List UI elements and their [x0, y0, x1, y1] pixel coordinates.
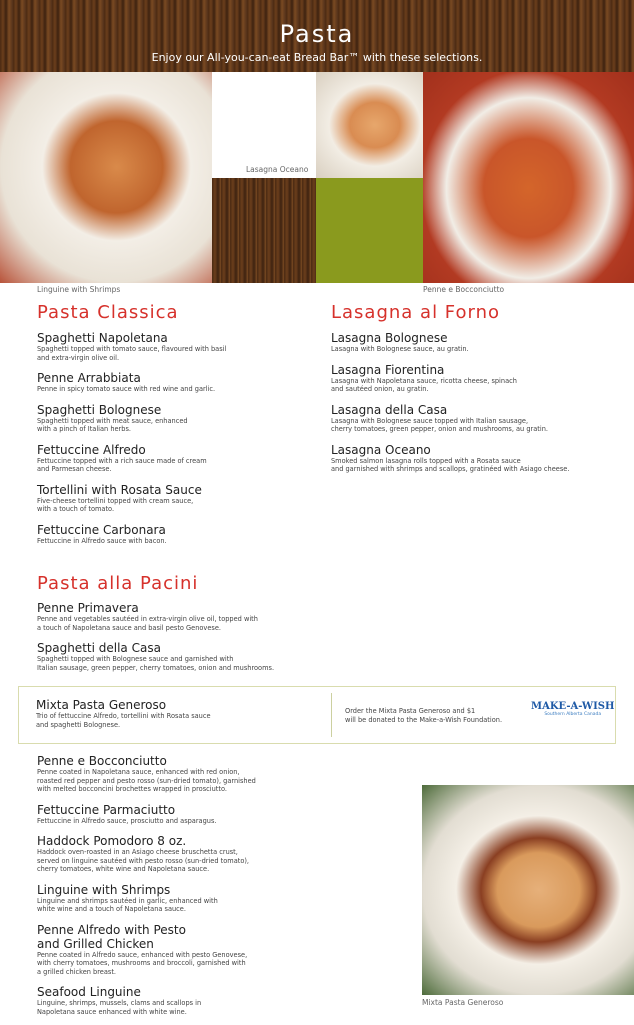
menu-item-name: Haddock Pomodoro 8 oz. [37, 834, 187, 848]
menu-item-desc: Five-cheese tortellini topped with cream sauce, with a touch of tomato. [37, 496, 194, 513]
classica-list [37, 331, 226, 554]
page-title: Pasta [279, 20, 355, 48]
photo-mixta-pasta [422, 785, 634, 995]
menu-item-desc: Fettuccine in Alfredo sauce with bacon. [37, 536, 167, 545]
menu-item [37, 523, 226, 546]
menu-item [37, 803, 256, 826]
menu-item-desc: Penne coated in Napoletana sauce, enhanced with red onion, roasted red pepper and pesto rosso (sun-dried tomato), garnished with melted bocconcini brochettes wrapped in prosciutto. [37, 768, 256, 793]
menu-item [37, 403, 226, 434]
menu-item-name: Tortellini with Rosata Sauce [37, 482, 202, 497]
menu-item [37, 883, 256, 914]
menu-item-desc: Haddock oven-roasted in an Asiago cheese bruschetta crust, served on linguine sautéed with pesto rosso (sun-dried tomato), cherry tomatoes, white wine and Napoletana sauce. [37, 848, 250, 873]
menu-item-desc: Lasagna with Bolognese sauce, au gratin. [331, 345, 469, 353]
green-block [316, 178, 423, 283]
promo-box [18, 686, 616, 744]
forno-list [331, 331, 569, 483]
menu-item [331, 443, 569, 474]
menu-item [37, 601, 274, 632]
menu-item [331, 331, 569, 354]
photo-white-block [212, 72, 316, 178]
menu-item-name: Penne Primavera [37, 601, 139, 615]
photo-penne-bocconciutto [423, 72, 634, 283]
menu-item-name: Lasagna Bolognese [331, 331, 448, 345]
menu-item [37, 483, 226, 514]
menu-item [37, 754, 256, 794]
menu-item-desc: Linguine and shrimps sautéed in garlic, enhanced with white wine and a touch of Napoletana sauce. [37, 896, 218, 913]
menu-item-desc: Penne in spicy tomato sauce with red wine and garlic. [37, 385, 216, 393]
menu-item-desc: Smoked salmon lasagna rolls topped with a Rosata sauce and garnished with shrimps and scallops, gratinéed with Asiago cheese. [331, 456, 570, 473]
menu-item-name: Spaghetti Bolognese [37, 402, 162, 417]
section-title-classica: Pasta Classica [37, 302, 179, 323]
menu-item [37, 443, 226, 474]
menu-item-desc: Fettuccine in Alfredo sauce, prosciutto and asparagus. [37, 816, 217, 825]
caption-mixta-pasta: Mixta Pasta Generoso [422, 998, 504, 1007]
menu-item-name: Fettuccine Parmaciutto [37, 802, 176, 817]
menu-item-name: Penne e Bocconciutto [37, 754, 167, 768]
menu-item-desc: Spaghetti topped with Bolognese sauce and garnished with Italian sausage, green pepper, cherry tomatoes, onion and mushrooms. [37, 655, 275, 672]
menu-item [37, 641, 274, 672]
menu-item [37, 331, 226, 362]
menu-item-name: Seafood Linguine [37, 985, 141, 999]
menu-item-desc: Spaghetti topped with tomato sauce, flavoured with basil and extra-virgin olive oil. [37, 345, 227, 362]
header [0, 0, 634, 72]
menu-item [37, 985, 256, 1016]
menu-item-desc: Penne coated in Alfredo sauce, enhanced with pesto Genovese, with cherry tomatoes, mushrooms and broccoli, garnished with a grilled chicken breast. [37, 950, 248, 976]
menu-item-name: Lasagna Fiorentina [331, 362, 445, 377]
photo-linguine-shrimps [0, 72, 212, 283]
photo-lasagna-oceano [316, 72, 423, 178]
page-subtitle: Enjoy our All-you-can-eat Bread Bar™ with these selections. [151, 51, 483, 64]
menu-item-desc: Penne and vegetables sautéed in extra-virgin olive oil, topped with a touch of Napoletana sauce and basil pesto Genovese. [37, 615, 258, 632]
menu-item-desc: Fettuccine topped with a rich sauce made of cream and Parmesan cheese. [37, 456, 207, 473]
menu-item-name: Lasagna della Casa [331, 402, 448, 417]
section-title-forno: Lasagna al Forno [331, 302, 501, 323]
menu-item-name: Fettuccine Alfredo [37, 442, 146, 457]
menu-item-name: Spaghetti Napoletana [37, 331, 168, 345]
menu-item-name: Fettuccine Carbonara [37, 522, 166, 537]
menu-item-name: Penne Alfredo with Pesto and Grilled Chicken [37, 922, 186, 951]
menu-item-name: Linguine with Shrimps [37, 882, 171, 897]
menu-item-desc: Lasagna with Bolognese sauce topped with Italian sausage, cherry tomatoes, green pepper, onion and mushrooms, au gratin. [331, 416, 548, 433]
promo-name: Mixta Pasta Generoso [36, 698, 167, 712]
menu-item-desc: Spaghetti topped with meat sauce, enhanced with a pinch of Italian herbs. [37, 416, 188, 433]
menu-item [37, 371, 226, 394]
caption-penne-bocconciutto: Penne e Bocconciutto [423, 285, 505, 294]
divider [331, 693, 332, 737]
more-list [37, 754, 256, 1025]
menu-item [331, 403, 569, 434]
section-title-pacini: Pasta alla Pacini [37, 573, 199, 594]
wood-block [212, 178, 316, 283]
make-a-wish-logo: MAKE-A-WISH Southern Alberta Canada [531, 701, 615, 717]
promo-note: Order the Mixta Pasta Generoso and $1 will be donated to the Make-a-Wish Foundation. [345, 707, 503, 724]
menu-item-desc: Lasagna with Napoletana sauce, ricotta cheese, spinach and sautéed onion, au gratin. [331, 376, 517, 393]
promo-desc: Trio of fettuccine Alfredo, tortellini with Rosata sauce and spaghetti Bolognese. [36, 712, 211, 729]
menu-item [37, 923, 256, 977]
menu-item [331, 363, 569, 394]
menu-item [37, 834, 256, 874]
pacini-list [37, 601, 274, 681]
menu-item-name: Penne Arrabbiata [37, 371, 141, 385]
menu-item-name: Spaghetti della Casa [37, 641, 161, 655]
menu-item-name: Lasagna Oceano [331, 442, 431, 457]
caption-lasagna-oceano: Lasagna Oceano [246, 165, 309, 174]
caption-linguine-shrimps: Linguine with Shrimps [37, 285, 121, 294]
menu-item-desc: Linguine, shrimps, mussels, clams and scallops in Napoletana sauce enhanced with white wine. [37, 999, 202, 1016]
